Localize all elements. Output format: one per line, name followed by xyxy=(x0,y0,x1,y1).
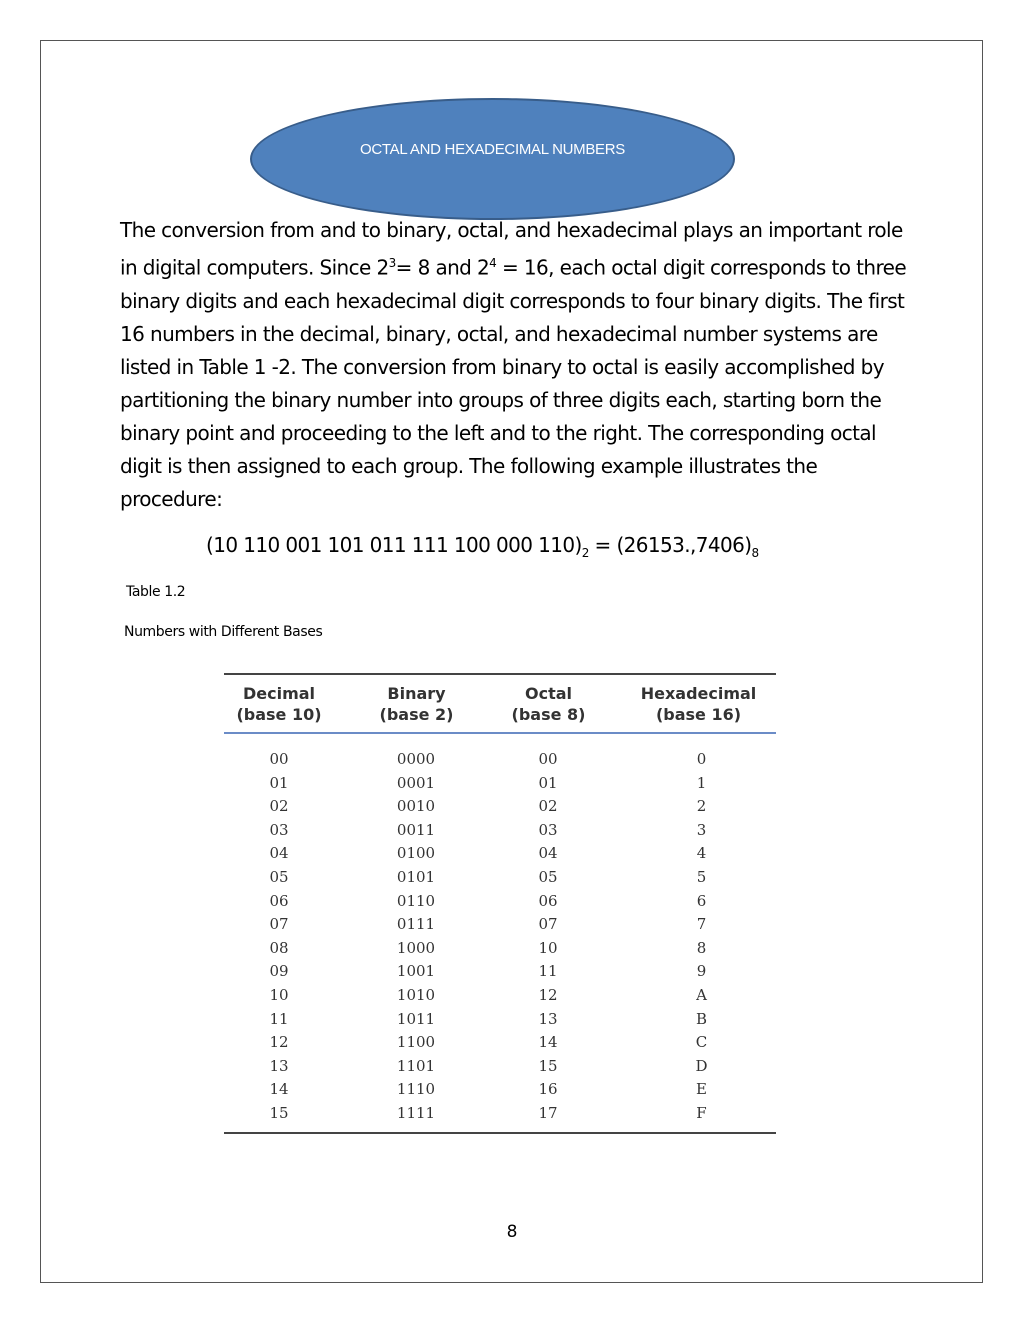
table-cell-hexadecimal: 5 xyxy=(696,867,707,886)
table-cell-decimal: 15 xyxy=(269,1103,289,1122)
table-cell-hexadecimal: E xyxy=(696,1080,707,1099)
table-cell-decimal: 05 xyxy=(269,867,289,886)
table-cell-binary: 0101 xyxy=(396,867,436,886)
table-cell-decimal: 06 xyxy=(269,891,289,910)
exponent-3: 3 xyxy=(388,256,396,270)
table-cell-binary: 1101 xyxy=(396,1056,436,1075)
table-cell-octal: 14 xyxy=(538,1033,558,1052)
table-cell-hexadecimal: 6 xyxy=(696,891,707,910)
table-cell-decimal: 14 xyxy=(269,1080,289,1099)
column-hexadecimal xyxy=(679,748,724,1126)
header-octal-name: Octal xyxy=(524,684,572,703)
header-binary-name: Binary xyxy=(387,684,446,703)
paragraph-part-3: = 16, each octal digit corresponds to three binary digits and each hexadecimal digit corresponds to four binary digits. The first 16 numbers in the decimal, binary, octal, and hexadecimal number systems are listed in Table 1 -2. The conversion from binary to octal is easily accomplished by partitioning the binary number into groups of three digits each, starting born the binary point and proceeding to the left and to the right. The corresponding octal digit is then assigned to each group. The following example illustrates the procedure: xyxy=(120,255,907,511)
table-cell-octal: 17 xyxy=(538,1103,558,1122)
table-cell-octal: 02 xyxy=(538,797,558,816)
header-hexadecimal-name: Hexadecimal xyxy=(640,684,757,703)
table-cell-binary: 1010 xyxy=(396,985,436,1004)
base-2-subscript: 2 xyxy=(581,546,589,560)
table-cell-octal: 01 xyxy=(538,773,558,792)
title-ellipse xyxy=(250,98,735,220)
table-cell-octal: 03 xyxy=(538,820,558,839)
header-octal xyxy=(496,683,601,725)
header-octal-base: (base 8) xyxy=(511,705,586,724)
paragraph-part-1: The conversion from and to binary, octal, and hexadecimal plays an important role in digital computers. Since 2 xyxy=(120,218,903,280)
table-cell-hexadecimal: 9 xyxy=(696,962,707,981)
header-decimal xyxy=(224,683,334,725)
table-caption: Table 1.2 xyxy=(126,584,186,600)
table-cell-decimal: 10 xyxy=(269,985,289,1004)
table-cell-hexadecimal: C xyxy=(695,1033,708,1052)
table-cell-binary: 0111 xyxy=(396,915,436,934)
conversion-equation xyxy=(206,533,759,560)
table-cell-octal: 00 xyxy=(538,750,558,768)
table-cell-binary: 0110 xyxy=(396,891,436,910)
table-cell-decimal: 00 xyxy=(269,750,289,768)
table-cell-hexadecimal: F xyxy=(696,1103,707,1122)
table-cell-hexadecimal: 0 xyxy=(696,750,707,768)
table-cell-binary: 0011 xyxy=(396,820,436,839)
table-cell-binary: 0010 xyxy=(396,797,436,816)
table-cell-octal: 07 xyxy=(538,915,558,934)
table-cell-binary: 1011 xyxy=(396,1009,436,1028)
table-cell-hexadecimal: 4 xyxy=(696,844,707,863)
table-cell-hexadecimal: B xyxy=(695,1009,708,1028)
table-cell-octal: 06 xyxy=(538,891,558,910)
table-cell-octal: 13 xyxy=(538,1009,558,1028)
table-cell-binary: 0100 xyxy=(396,844,436,863)
table-cell-octal: 10 xyxy=(538,938,558,957)
header-hexadecimal xyxy=(626,683,771,725)
table-header-rule xyxy=(224,732,776,734)
table-cell-octal: 15 xyxy=(538,1056,558,1075)
table-cell-decimal: 02 xyxy=(269,797,289,816)
table-top-rule xyxy=(224,673,776,675)
table-cell-hexadecimal: 3 xyxy=(696,820,707,839)
table-cell-hexadecimal: 1 xyxy=(696,773,707,792)
table-cell-decimal: 09 xyxy=(269,962,289,981)
table-cell-hexadecimal: 8 xyxy=(696,938,707,957)
table-cell-decimal: 13 xyxy=(269,1056,289,1075)
table-cell-decimal: 08 xyxy=(269,938,289,957)
header-decimal-base: (base 10) xyxy=(236,705,322,724)
table-cell-octal: 05 xyxy=(538,867,558,886)
table-cell-decimal: 04 xyxy=(269,844,289,863)
column-binary xyxy=(386,748,446,1126)
page-number: 8 xyxy=(506,1222,518,1242)
table-cell-hexadecimal: 7 xyxy=(696,915,707,934)
header-binary xyxy=(364,683,469,725)
section-title: OCTAL AND HEXADECIMAL NUMBERS xyxy=(360,141,625,158)
table-cell-hexadecimal: D xyxy=(695,1056,708,1075)
table-cell-octal: 11 xyxy=(538,962,558,981)
table-cell-binary: 1111 xyxy=(396,1103,436,1122)
table-cell-binary: 0001 xyxy=(396,773,436,792)
table-cell-decimal: 01 xyxy=(269,773,289,792)
table-cell-binary: 1001 xyxy=(396,962,436,981)
table-cell-octal: 12 xyxy=(538,985,558,1004)
table-bottom-rule xyxy=(224,1132,776,1134)
table-cell-hexadecimal: A xyxy=(696,985,707,1004)
body-paragraph xyxy=(120,214,910,516)
table-cell-hexadecimal: 2 xyxy=(696,797,707,816)
header-hexadecimal-base: (base 16) xyxy=(655,705,742,724)
paragraph-part-2: = 8 and 2 xyxy=(395,255,490,280)
table-cell-decimal: 11 xyxy=(269,1009,289,1028)
column-octal xyxy=(523,748,573,1126)
table-cell-binary: 1000 xyxy=(396,938,436,957)
header-binary-base: (base 2) xyxy=(379,705,454,724)
table-subcaption: Numbers with Different Bases xyxy=(124,624,323,640)
table-cell-octal: 16 xyxy=(538,1080,558,1099)
base-8-subscript: 8 xyxy=(751,546,759,560)
column-decimal xyxy=(254,748,304,1126)
binary-number: (10 110 001 101 011 111 100 000 110) xyxy=(206,533,582,557)
table-cell-decimal: 12 xyxy=(269,1033,289,1052)
table-cell-octal: 04 xyxy=(538,844,558,863)
table-cell-binary: 1110 xyxy=(396,1080,436,1099)
octal-number: = (26153.,7406) xyxy=(588,533,752,557)
table-cell-decimal: 03 xyxy=(269,820,289,839)
header-decimal-name: Decimal xyxy=(242,684,316,703)
table-cell-binary: 1100 xyxy=(396,1033,436,1052)
table-cell-binary: 0000 xyxy=(396,750,436,768)
table-cell-decimal: 07 xyxy=(269,915,289,934)
exponent-4: 4 xyxy=(489,256,497,270)
